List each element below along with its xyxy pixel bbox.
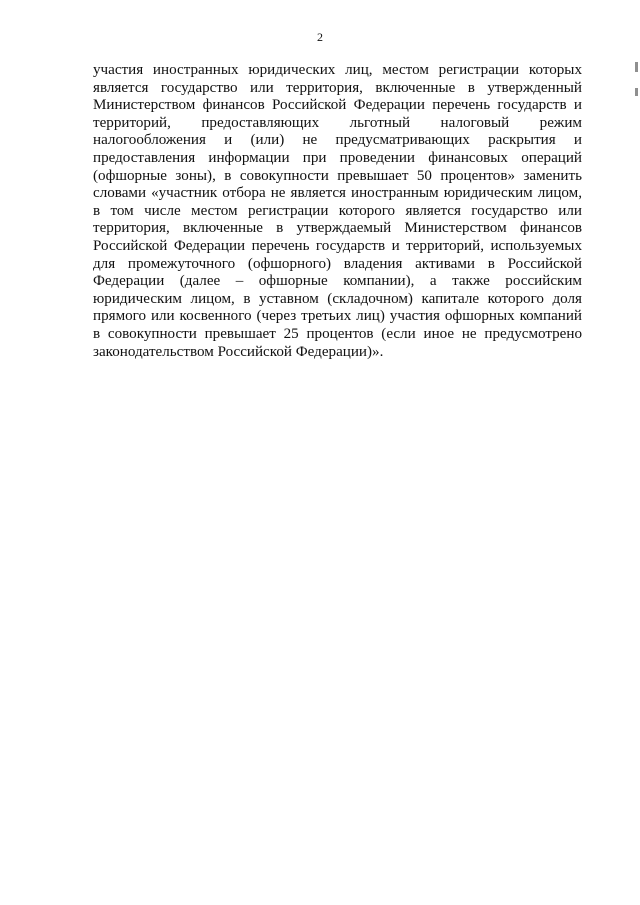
scan-edge-mark — [635, 62, 638, 72]
page-number: 2 — [317, 30, 323, 44]
body-paragraph: участия иностранных юридических лиц, местом регистрации которых является государство или территория, включенные в утвержденный Министерством финансов Российской Федерации перечень государств и территорий, предоставляющих льготный налоговый режим налогообложения и (или) не предусматривающих раскрытия и предоставления информации при проведении финансовых операций (офшорные зоны), в совокупности превышает 50 процентов» заменить словами «участник отбора не является иностранным юридическим лицом, в том числе местом регистрации которого является государство или территория, включенные в утверждаемый Министерством финансов Российской Федерации перечень государств и территорий, используемых для промежуточного (офшорного) владения активами в Российской Федерации (далее – офшорные компании), а также российским юридическим лицом, в уставном (складочном) капитале которого доля прямого или косвенного (через третьих лиц) участия офшорных компаний в совокупности превышает 25 процентов (если иное не предусмотрено законодательством Российской Федерации)». — [93, 62, 582, 360]
scan-edge-mark — [635, 88, 638, 96]
